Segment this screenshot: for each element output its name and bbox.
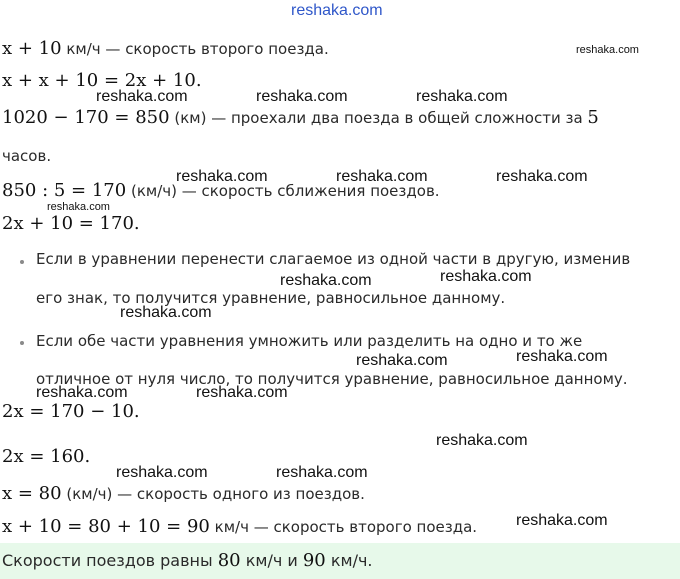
- watermark: reshaka.com: [516, 348, 608, 365]
- math-expr: 5: [587, 107, 599, 128]
- watermark: reshaka.com: [496, 168, 588, 185]
- bullet-dot: [20, 260, 24, 264]
- watermark: reshaka.com: [576, 44, 639, 56]
- watermark: reshaka.com: [440, 268, 532, 285]
- watermark: reshaka.com: [120, 304, 212, 321]
- equation-step2: 2x = 160.: [2, 446, 91, 467]
- watermark: reshaka.com: [47, 201, 110, 213]
- watermark: reshaka.com: [196, 384, 288, 401]
- watermark: reshaka.com: [276, 464, 368, 481]
- rule-multiply-line2: отличное от нуля число, то получится уравнение, равносильное данному.: [36, 370, 628, 388]
- watermark: reshaka.com: [436, 432, 528, 449]
- equation-step1: 2x = 170 − 10.: [2, 401, 140, 422]
- line-text: (км/ч) — скорость одного из поездов.: [61, 485, 365, 503]
- watermark: reshaka.com: [256, 88, 348, 105]
- equation-sum: x + x + 10 = 2x + 10.: [2, 70, 202, 91]
- answer-prefix: Скорости поездов равны: [2, 551, 218, 570]
- line-first-train-speed: [2, 483, 365, 504]
- answer-box: [0, 543, 680, 579]
- rule-multiply-line1: Если обе части уравнения умножить или разделить на одно и то же: [36, 332, 583, 350]
- bullet-dot: [20, 341, 24, 345]
- watermark: reshaka.com: [116, 464, 208, 481]
- answer-mid: км/ч и: [240, 551, 303, 570]
- math-expr: 850 : 5 = 170: [2, 180, 127, 201]
- watermark: reshaka.com: [36, 384, 128, 401]
- line-second-train-speed: [2, 38, 329, 59]
- equation-main: 2x + 10 = 170.: [2, 213, 140, 234]
- rule-transfer-line2: его знак, то получится уравнение, равносильное данному.: [36, 289, 506, 307]
- math-expr: 1020 − 170 = 850: [2, 107, 170, 128]
- line-second-train-result: [2, 516, 477, 537]
- answer-text: [2, 550, 373, 571]
- line-text: км/ч — скорость второго поезда.: [61, 40, 329, 58]
- answer-suffix: км/ч.: [325, 551, 373, 570]
- math-expr: x = 80: [2, 483, 62, 504]
- answer-value-2: 90: [302, 550, 326, 571]
- watermark: reshaka.com: [336, 168, 428, 185]
- site-header-watermark: reshaka.com: [291, 2, 383, 19]
- watermark: reshaka.com: [176, 168, 268, 185]
- line-approach-speed: [2, 180, 440, 201]
- watermark: reshaka.com: [356, 352, 448, 369]
- line-text: (км/ч) — скорость сближения поездов.: [126, 182, 440, 200]
- watermark: reshaka.com: [516, 512, 608, 529]
- answer-value-1: 80: [217, 550, 241, 571]
- rule-transfer-line1: Если в уравнении перенести слагаемое из одной части в другую, изменив: [36, 250, 631, 268]
- watermark: reshaka.com: [280, 272, 372, 289]
- math-expr: x + 10 = 80 + 10 = 90: [2, 516, 210, 537]
- line-text-hours: часов.: [2, 147, 52, 165]
- line-total-distance: [2, 107, 599, 128]
- watermark: reshaka.com: [96, 88, 188, 105]
- math-expr: x + 10: [2, 38, 62, 59]
- line-text: км/ч — скорость второго поезда.: [209, 518, 478, 536]
- line-text: (км) — проехали два поезда в общей сложности за: [169, 109, 588, 127]
- watermark: reshaka.com: [416, 88, 508, 105]
